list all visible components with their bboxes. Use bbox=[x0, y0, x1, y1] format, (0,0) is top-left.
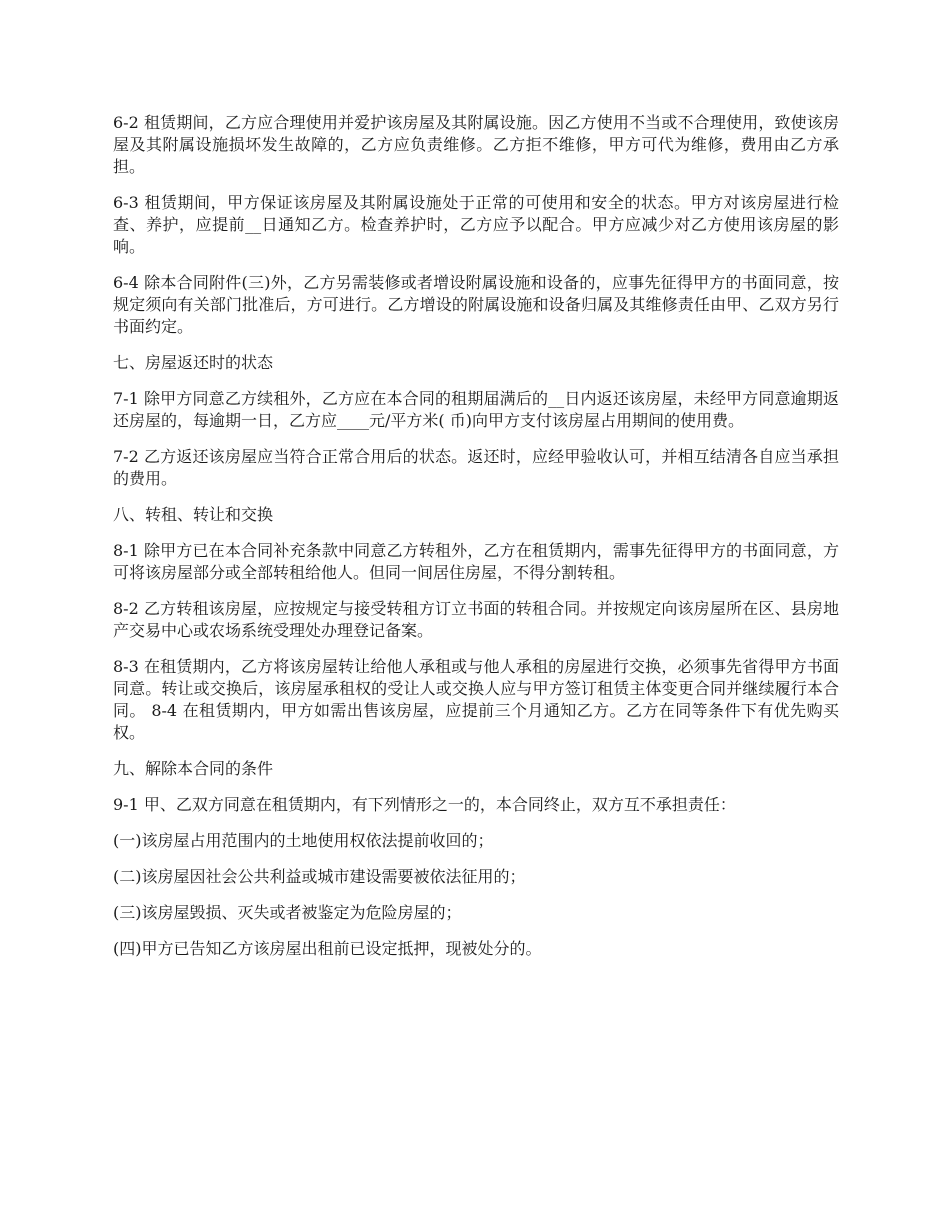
clause-6-4: 6-4 除本合同附件(三)外，乙方另需装修或者增设附属设施和设备的，应事先征得甲方的书面同意，按规定须向有关部门批准后，方可进行。乙方增设的附属设施和设备归属及其维修责任由甲、乙双方另行书面约定。 bbox=[113, 273, 839, 336]
clause-6-2: 6-2 租赁期间，乙方应合理使用并爱护该房屋及其附属设施。因乙方使用不当或不合理使用，致使该房屋及其附属设施损坏发生故障的，乙方应负责维修。乙方拒不维修，甲方可代为维修，费用由乙方承担。 bbox=[113, 113, 839, 176]
clause-8-3: 8-3 在租赁期内，乙方将该房屋转让给他人承租或与他人承租的房屋进行交换，必须事先省得甲方书面同意。转让或交换后，该房屋承租权的受让人或交换人应与甲方签订租赁主体变更合同并继续履行本合同。 8-4 在租赁期内，甲方如需出售该房屋，应提前三个月通知乙方。乙方在同等条件下有优先购买权。 bbox=[113, 657, 839, 742]
section-heading-7: 七、房屋返还时的状态 bbox=[113, 353, 274, 372]
list-item-1: (一)该房屋占用范围内的土地使用权依法提前收回的； bbox=[113, 831, 494, 850]
list-item-3: (三)该房屋毁损、灭失或者被鉴定为危险房屋的； bbox=[113, 903, 462, 922]
section-heading-8: 八、转租、转让和交换 bbox=[113, 505, 274, 524]
clause-8-1: 8-1 除甲方已在本合同补充条款中同意乙方转租外，乙方在租赁期内，需事先征得甲方的书面同意，方可将该房屋部分或全部转租给他人。但同一间居住房屋，不得分割转租。 bbox=[113, 541, 839, 582]
list-item-4: (四)甲方已告知乙方该房屋出租前已设定抵押，现被处分的。 bbox=[113, 939, 542, 958]
list-item-2: (二)该房屋因社会公共利益或城市建设需要被依法征用的； bbox=[113, 867, 526, 886]
clause-6-3: 6-3 租赁期间，甲方保证该房屋及其附属设施处于正常的可使用和安全的状态。甲方对该房屋进行检查、养护，应提前__日通知乙方。检查养护时，乙方应予以配合。甲方应减少对乙方使用该房屋的影响。 bbox=[113, 193, 839, 256]
clause-9-1: 9-1 甲、乙双方同意在租赁期内，有下列情形之一的，本合同终止，双方互不承担责任： bbox=[113, 795, 736, 814]
clause-7-2: 7-2 乙方返还该房屋应当符合正常合用后的状态。返还时，应经甲验收认可，并相互结清各自应当承担的费用。 bbox=[113, 447, 839, 488]
section-heading-9: 九、解除本合同的条件 bbox=[113, 759, 274, 778]
clause-8-2: 8-2 乙方转租该房屋，应按规定与接受转租方订立书面的转租合同。并按规定向该房屋所在区、县房地产交易中心或农场系统受理处办理登记备案。 bbox=[113, 599, 839, 640]
clause-7-1: 7-1 除甲方同意乙方续租外，乙方应在本合同的租期届满后的__日内返还该房屋，未经甲方同意逾期返还房屋的，每逾期一日，乙方应____元/平方米( 币)向甲方支付该房屋占用期间的使用费。 bbox=[113, 389, 839, 430]
document-body bbox=[113, 112, 839, 974]
